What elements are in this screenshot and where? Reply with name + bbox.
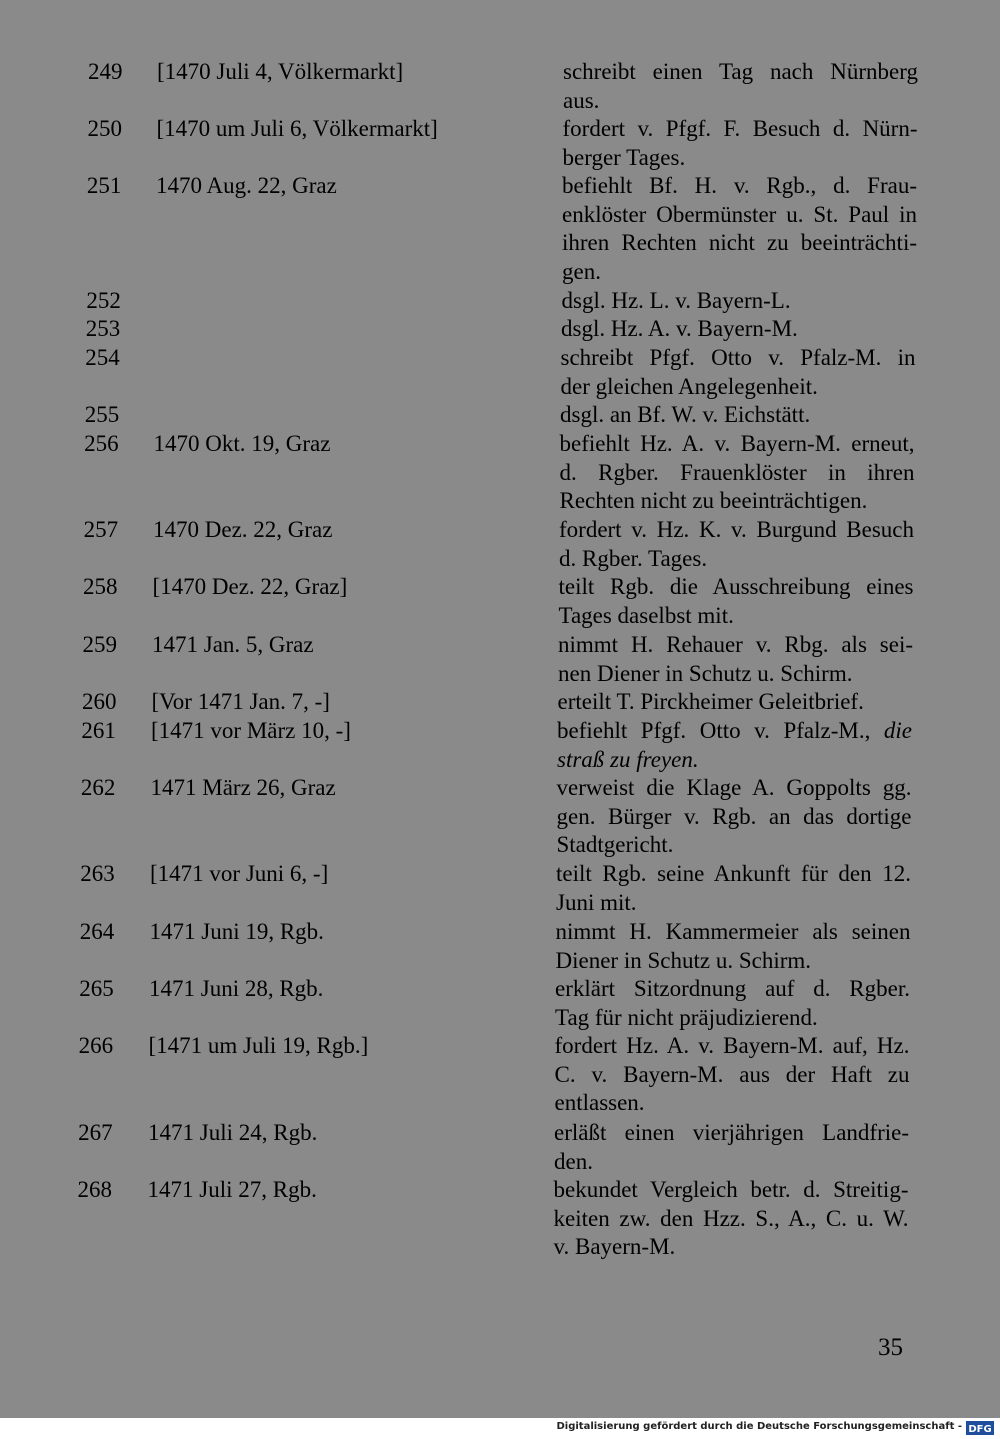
entry-date-place: 1470 Aug. 22, Graz: [156, 173, 337, 198]
entry-summary-line: befiehlt Hz. A. v. Bayern-M. erneut,: [559, 431, 915, 456]
entry-summary-line: gen. Bürger v. Rgb. an das dortige: [556, 803, 912, 829]
entry-number: 260: [81, 689, 117, 714]
entry-summary-line: teilt Rgb. die Ausschreibung eines: [558, 574, 914, 599]
entry-summary: [560, 430, 915, 516]
entry-summary-line: erteilt T. Pirckheimer Geleitbrief.: [557, 689, 864, 714]
entry-summary-line: fordert v. Pfgf. F. Besuch d. Nürn-: [562, 116, 918, 141]
entry-number: 251: [86, 173, 122, 198]
entry-summary-line: erklärt Sitzordnung auf d. Rgber.: [555, 976, 910, 1001]
entry-date-place: 1471 Juli 24, Rgb.: [148, 1120, 318, 1145]
entry-summary: [562, 287, 917, 316]
footer-credit-text: Digitalisierung gefördert durch die Deutsche Forschungsgemeinschaft -: [556, 1421, 962, 1432]
entry-date-place: [Vor 1471 Jan. 7, -]: [151, 689, 330, 714]
entry-date-place: 1470 Okt. 19, Graz: [153, 431, 331, 456]
entry-summary-line: den.: [554, 1148, 593, 1174]
dfg-logo: [966, 1421, 994, 1435]
entry-summary-line: entlassen.: [554, 1090, 645, 1115]
entry-summary: [561, 344, 916, 401]
entry-summary-line: schreibt Pfgf. Otto v. Pfalz-M. in: [560, 345, 916, 370]
entry-number: 264: [79, 919, 115, 944]
entry-number: 250: [87, 116, 122, 141]
entry-date-place: [1471 vor März 10, -]: [151, 718, 351, 743]
entry-summary-line: keiten zw. den Hzz. S., A., C. u. W.: [553, 1205, 909, 1231]
entry-summary-line: befiehlt Pfgf. Otto v. Pfalz-M., die: [557, 718, 912, 743]
entry-date-place: [1470 Dez. 22, Graz]: [152, 574, 348, 599]
entry-summary: [555, 1032, 910, 1118]
entry-summary-line: enklöster Obermünster u. St. Paul in: [562, 201, 917, 227]
entry-summary-line: dsgl. Hz. L. v. Bayern-L.: [561, 288, 791, 313]
entry-summary: [559, 573, 914, 630]
entry-summary: [558, 631, 913, 688]
entry-number: 258: [83, 574, 118, 599]
entry-number: 265: [79, 976, 114, 1001]
entry-summary-line: ihren Rechten nicht zu beeinträchti-: [562, 230, 917, 255]
entry-summary-line: dsgl. Hz. A. v. Bayern-M.: [561, 316, 798, 341]
entry-summary-line: d. Rgber. Frauenklöster in ihren: [559, 459, 915, 485]
entry-date-place: 1471 Jan. 5, Graz: [152, 632, 314, 657]
entry-summary-line: nimmt H. Rehauer v. Rbg. als sei-: [558, 632, 913, 657]
dfg-logo-text: DFG: [968, 1424, 992, 1435]
entry-summary: [558, 688, 913, 717]
entry-summary: [556, 860, 911, 917]
entry-summary-line: verweist die Klage A. Goppolts gg.: [556, 775, 912, 800]
entry-number: 249: [88, 59, 123, 84]
entry-date-place: 1470 Dez. 22, Graz: [153, 517, 333, 542]
entry-summary-line: d. Rgber. Tages.: [559, 545, 708, 571]
entry-number: 268: [77, 1177, 113, 1202]
entry-number: 266: [78, 1033, 114, 1058]
entry-summary-line: nimmt H. Kammermeier als seinen: [555, 919, 911, 944]
entry-summary-line: berger Tages.: [562, 144, 686, 170]
entry-summary-line: bekundet Vergleich betr. d. Streitig-: [553, 1177, 909, 1202]
footer-bar: [0, 1418, 1000, 1439]
entry-summary-line: Tages daselbst mit.: [558, 602, 734, 628]
entry-number: 256: [84, 431, 119, 456]
entry-summary-line: der gleichen Angelegenheit.: [560, 373, 818, 399]
entry-summary: [554, 1176, 909, 1262]
entry-summary-line: befiehlt Bf. H. v. Rgb., d. Frau-: [562, 173, 917, 198]
entry-date-place: [1470 Juli 4, Völkermarkt]: [157, 59, 404, 84]
entry-summary-line: straß zu freyen.: [557, 746, 699, 772]
entry-summary: [557, 717, 912, 774]
entry-summary-line: v. Bayern-M.: [553, 1234, 676, 1259]
entry-summary: [560, 401, 915, 430]
entry-summary: [557, 774, 912, 860]
page-number: 35: [878, 1334, 903, 1361]
entry-summary: [554, 1119, 909, 1176]
entry-date-place: 1471 März 26, Graz: [150, 775, 336, 800]
entry-date-place: [1471 um Juli 19, Rgb.]: [148, 1033, 369, 1058]
entry-summary-line: Diener in Schutz u. Schirm.: [555, 947, 812, 973]
entry-summary: [563, 115, 918, 172]
entry-number: 263: [80, 861, 115, 886]
entry-date-place: [1471 vor Juni 6, -]: [150, 861, 329, 886]
entry-number: 255: [84, 402, 120, 427]
entry-summary-line: dsgl. an Bf. W. v. Eichstätt.: [560, 402, 811, 427]
entry-number: 254: [85, 345, 120, 370]
entry-summary-line: aus.: [563, 87, 600, 113]
entry-summary-line: gen.: [562, 258, 601, 284]
entry-summary-line: Rechten nicht zu beeinträchtigen.: [559, 488, 868, 513]
entry-date-place: 1471 Juli 27, Rgb.: [147, 1177, 317, 1202]
entry-date-place: [1470 um Juli 6, Völkermarkt]: [156, 116, 438, 141]
entry-summary: [563, 58, 918, 115]
entry-summary-line: Juni mit.: [556, 889, 637, 915]
entry-summary-line: C. v. Bayern-M. aus der Haft zu: [554, 1061, 910, 1087]
entry-summary: [555, 975, 910, 1032]
entry-summary-line: fordert v. Hz. K. v. Burgund Besuch: [559, 517, 914, 542]
entry-summary: [559, 516, 914, 573]
entry-number: 259: [82, 632, 117, 657]
entry-summary-line: fordert Hz. A. v. Bayern-M. auf, Hz.: [554, 1033, 910, 1058]
entry-summary-line: Stadtgericht.: [556, 832, 674, 857]
entry-summary-line: erläßt einen vierjährigen Landfrie-: [554, 1120, 909, 1145]
entry-summary-line: schreibt einen Tag nach Nürnberg: [563, 59, 918, 84]
entry-number: 257: [83, 517, 119, 542]
entry-number: 252: [86, 288, 121, 313]
entry-summary: [562, 172, 917, 286]
entry-number: 253: [85, 316, 121, 341]
entry-summary-line: nen Diener in Schutz u. Schirm.: [558, 660, 853, 686]
entry-number: 261: [81, 718, 116, 743]
entry-summary-line: Tag für nicht präjudizierend.: [555, 1004, 818, 1030]
entry-date-place: 1471 Juni 19, Rgb.: [149, 919, 324, 944]
entry-number: 262: [80, 775, 116, 800]
entry-number: 267: [78, 1120, 113, 1145]
entry-summary: [561, 315, 916, 344]
entry-summary-line: teilt Rgb. seine Ankunft für den 12.: [556, 861, 911, 886]
entry-date-place: 1471 Juni 28, Rgb.: [149, 976, 324, 1001]
entry-summary: [556, 918, 911, 975]
